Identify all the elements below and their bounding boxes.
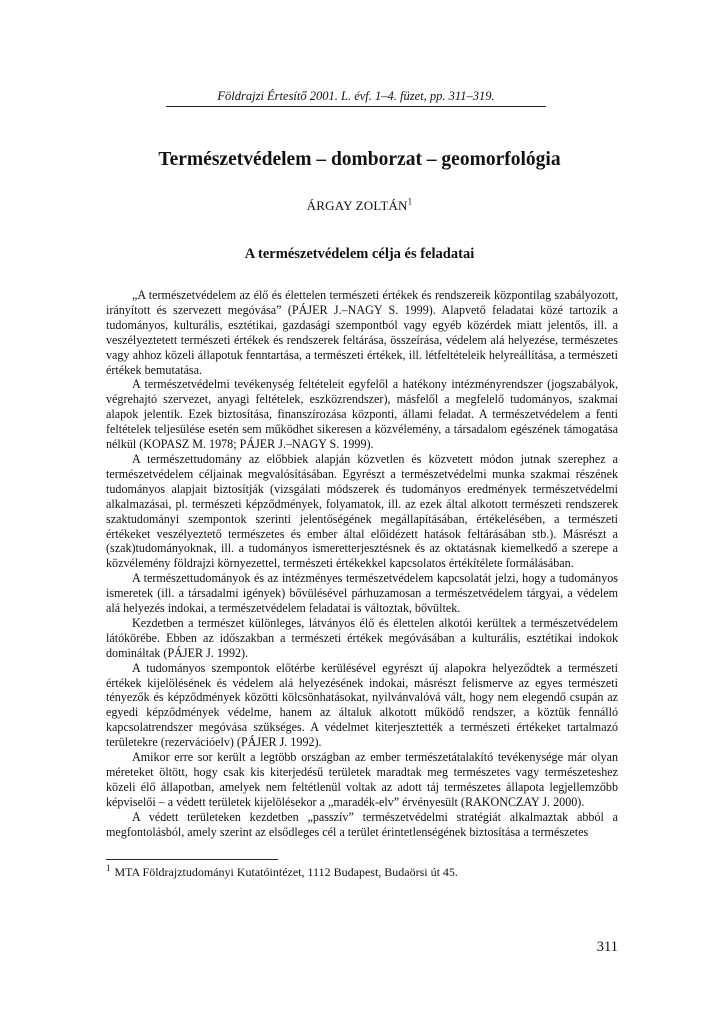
- author-line: [0, 198, 719, 214]
- article-body: [106, 288, 618, 840]
- author-footnote-marker: 1: [407, 196, 413, 207]
- paragraph-6: A tudományos szempontok előtérbe kerülésével egyrészt új alapokra helyeződtek a természeti értékek kijelölésének és védelem alá helyezésének indokai, másrészt felismerve az egyes természeti tényezők és képződmények közötti kölcsönhatásokat, nyilvánvalóvá vált, hogy nem elegendő csupán az egyedi képződmények védelme, hanem az általuk alkotott működő rendszer, a köztük fennálló kapcsolatrendszer megóvása szükséges. A védelmet kiterjesztették a természeti értékeket tartalmazó területekre (rezervációelv) (PÁJER J. 1992).: [106, 660, 618, 750]
- footnote: [106, 865, 618, 880]
- paragraph-2: A természetvédelmi tevékenység feltételeit egyfelől a hatékony intézményrendszer (jogszabályok, végrehajtó szervezet, anyagi feltételek, eszközrendszer), másfelől a megfelelő tudományos, szakmai alapok jelentik. Ezek biztosítása, finanszírozása központi, állami feladat. A természetvédelem a fenti feltételek teljesülése esetén sem működhet sikeresen a közvélemény, a társadalom egészének támogatása nélkül (KOPASZ M. 1978; PÁJER J.–NAGY S. 1999).: [106, 377, 618, 452]
- paragraph-7: Amikor erre sor került a legtöbb országban az ember természetátalakító tevékenysége már olyan méreteket öltött, hogy csak kis kiterjedésű területek maradtak meg természetes vagy természeteshez közeli élő állapotban, amelyek nem feltétlenül voltak az adott táj természetes állapota legjellemzőbb képviselői – a védett területek kijelölésekor a „maradék-elv” érvényesült (RAKONCZAY J. 2000).: [106, 750, 618, 809]
- section-heading: A természetvédelem célja és feladatai: [244, 246, 475, 262]
- footnote-divider: [106, 859, 278, 860]
- footnote-text: MTA Földrajztudományi Kutatóintézet, 1112 Budapest, Budaörsi út 45.: [114, 865, 458, 879]
- footnote-marker: 1: [106, 863, 111, 873]
- article-title: Természetvédelem – domborzat – geomorfológia: [158, 149, 561, 170]
- author-name: ÁRGAY ZOLTÁN: [306, 198, 408, 213]
- paragraph-5: Kezdetben a természet különleges, látványos élő és élettelen alkotói kerültek a természetvédelem látókörébe. Ebben az időszakban a természeti értékek megóvásában a kulturális, esztétikai indokok domináltak (PÁJER J. 1992).: [106, 615, 618, 660]
- page-number: 311: [596, 939, 618, 955]
- paragraph-1: „A természetvédelem az élő és élettelen természeti értékek és rendszereik központilag szabályozott, irányított és szervezett megóvása” (PÁJER J.–NAGY S. 1999). Alapvető feladatai közé tartozik a tudományos, kulturális, esztétikai, gazdasági szempontból vagy egyéb közérdek miatt jelentős, ill. a veszélyeztetett természeti értékek és rendszerek feltárása, összeírása, védelem alá helyezése, természetes vagy ahhoz közeli állapotuk fenntartása, a természeti értékek, ill. létfeltételeik helyreállítása, a természeti értékek bemutatása.: [106, 288, 618, 377]
- journal-header: Földrajzi Értesítő 2001. L. évf. 1–4. füzet, pp. 311–319.: [166, 88, 546, 107]
- paragraph-4: A természettudományok és az intézményes természetvédelem kapcsolatát jelzi, hogy a tudományos ismeretek (ill. a társadalmi igények) bővülésével párhuzamosan a természetvédelem tárgyai, a védelem alá helyezés indokai, a természetvédelem feladatai is változtak, bővültek.: [106, 571, 618, 616]
- paragraph-3: A természettudomány az előbbiek alapján közvetlen és közvetett módon jutnak szerephez a természetvédelem céljainak megvalósításában. Egyrészt a természetvédelmi munka szakmai részének tudományos alapjait biztosítják (vizsgálati módszerek és tudományos eredmények természetvédelmi alkalmazásai, pl. természeti képződmények, folyamatok, ill. az ezek által alkotott természeti rendszerek szaktudományi szempontok szerinti jelentőségének megállapításában, értékelésében, a természeti értékeket veszélyeztető természetes és ember által előidézett hatások feltárásában stb.). Másrészt a (szak)tudományoknak, ill. a tudományos ismeretterjesztésnek és az oktatásnak kiemelkedő a szerepe a közvélemény földrajzi környezettel, természeti értékekkel kapcsolatos értékítélete formálásában.: [106, 451, 618, 571]
- paragraph-8: A védett területeken kezdetben „passzív” természetvédelmi stratégiát alkalmaztak abból a megfontolásból, amely szerint az elsődleges cél a terület érintetlenségének biztosítása a természetes: [106, 809, 618, 839]
